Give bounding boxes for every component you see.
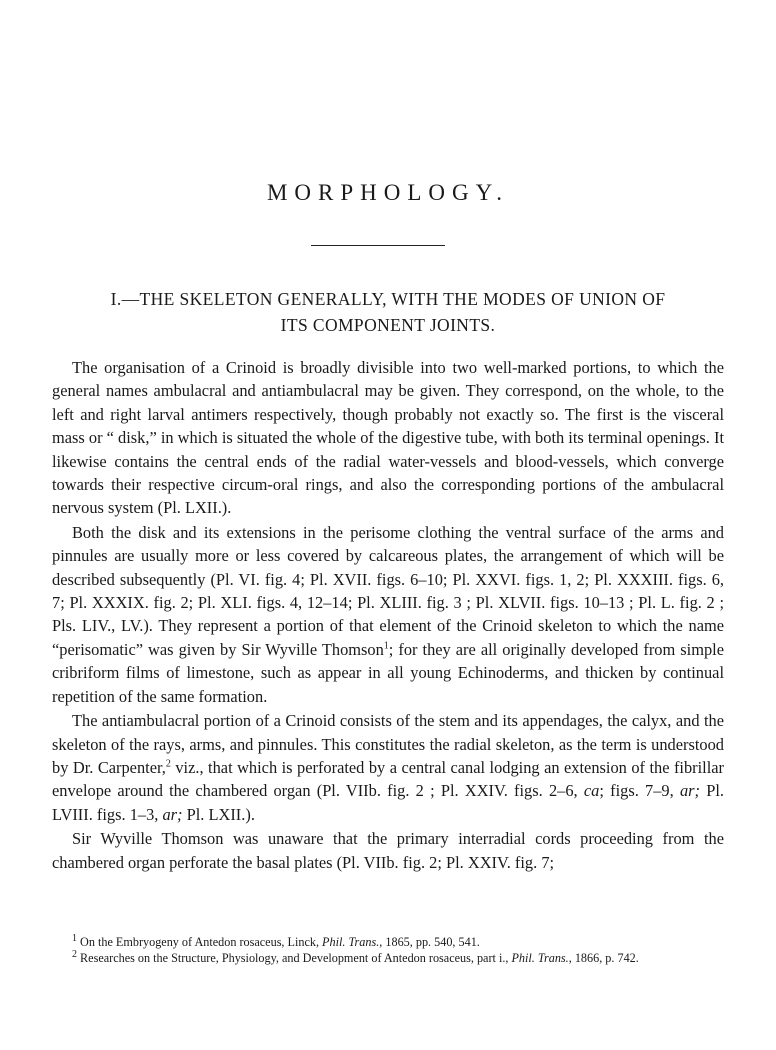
paragraph-3-text-c: ; figs. 7–9, (599, 781, 680, 801)
title-divider (311, 245, 445, 246)
paragraph-3 (52, 709, 724, 826)
paragraph-1: The organisation of a Crinoid is broadly divisible into two well-marked portions, to which the general names ambulacral and antiambulacral may be given. They correspond, on the whole, to the left and right larval antimers respectively, though probably not exactly so. The first is the visceral mass or “ disk,” in which is situated the whole of the digestive tube, with both its terminal openings. It likewise contains the central ends of the radial water-vessels and blood-vessels, which converge towards their respective circum-oral rings, and also the corresponding portions of the ambulacral nervous system (Pl. LXII.). (52, 358, 724, 518)
paragraph-2 (52, 521, 724, 708)
section-heading (52, 286, 724, 338)
paragraph-3-text-e: Pl. LXII.). (182, 804, 255, 824)
footnote-2-journal: Phil. Trans. (511, 950, 569, 965)
footnote-1-text-a: On the Embryogeny of Antedon rosaceus, Linck, (77, 935, 323, 949)
paragraph-4: Sir Wyville Thomson was unaware that the primary interradial cords proceeding from the chambered organ perforate the basal plates (Pl. VIIb. fig. 2; Pl. XXIV. fig. 7; (52, 829, 724, 872)
paragraph-3-text-b: viz., that which is perforated by a central canal lodging an extension of the fibrillar envelope around the chambered organ (Pl. VIIb. fig. 2 ; Pl. XXIV. figs. 2–6, (52, 757, 724, 801)
paragraph-3-italic-ar-1: ar; (679, 781, 700, 801)
paragraph-3-italic-ar-2: ar; (162, 804, 183, 824)
page-title: MORPHOLOGY. (266, 180, 510, 205)
body-text (52, 356, 724, 874)
footnote-ref-2: 2 (165, 758, 171, 770)
paragraph-3-text-a: The antiambulacral portion of a Crinoid consists of the stem and its appendages, the calyx, and the skeleton of the rays, arms, and pinnules. This constitutes the radial skeleton, as the term is understood by Dr. Carpenter, (52, 711, 724, 777)
paragraph-2-text-a: Both the disk and its extensions in the perisome clothing the ventral surface of the arms and pinnules are usually more or less covered by calcareous plates, the arrangement of which will be described subsequently (Pl. VI. fig. 4; Pl. XVII. figs. 6–10; Pl. XXVI. figs. 1, 2; Pl. XXXIII. figs. 6, 7; Pl. XXXIX. fig. 2; Pl. XLI. figs. 4, 12–14; Pl. XLIII. fig. 3 ; Pl. XLVII. figs. 10–13 ; Pl. L. fig. 2 ; Pls. LIV., LV.). They represent a portion of that element of the Crinoid skeleton to which the name “perisomatic” was given by Sir Wyville Thomson (52, 522, 724, 659)
paragraph-3-text-d: Pl. LVIII. figs. 1–3, (52, 781, 724, 824)
footnotes (52, 932, 724, 966)
footnote-2-text-a: Researches on the Structure, Physiology, and Development of Antedon rosaceus, part i., (77, 950, 512, 965)
footnote-1-number: 1 (72, 932, 77, 944)
footnote-ref-1: 1 (383, 640, 389, 652)
footnote-1-text-b: , 1865, pp. 540, 541. (379, 935, 480, 949)
footnote-2 (52, 948, 724, 967)
paragraph-2-text-b: ; for they are all originally developed from simple cribriform films of limestone, such as appear in all young Echinoderms, and thicken by continual repetition of the same formation. (52, 639, 724, 706)
footnote-2-number: 2 (72, 948, 77, 960)
footnote-1-journal: Phil. Trans. (322, 935, 380, 949)
footnote-2-text-b: , 1866, p. 742. (568, 950, 639, 965)
footnote-1 (52, 932, 724, 951)
section-heading-line2: ITS COMPONENT JOINTS. (280, 315, 496, 335)
paragraph-3-italic-ca: ca (583, 781, 600, 801)
section-heading-line1: I.—THE SKELETON GENERALLY, WITH THE MODES OF UNION OF (110, 289, 666, 309)
